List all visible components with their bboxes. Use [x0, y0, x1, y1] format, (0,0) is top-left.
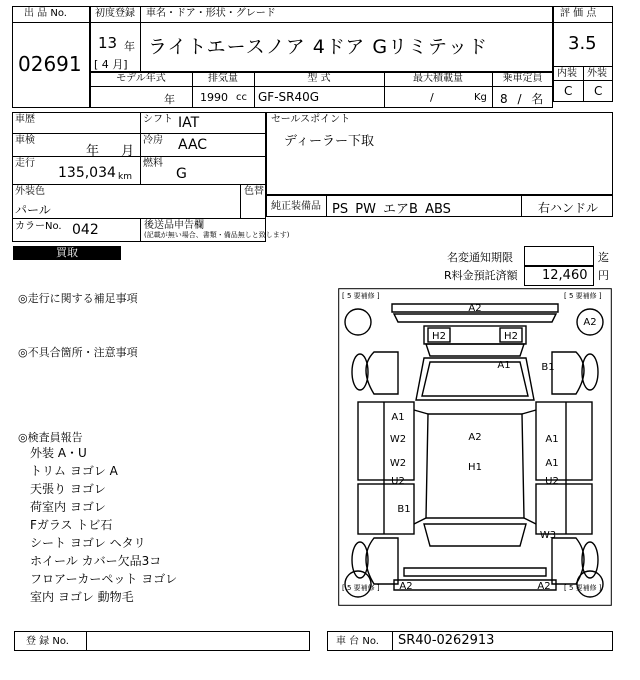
grade-value: 3.5: [568, 33, 597, 54]
damage-mark: W2: [389, 458, 407, 469]
deadline-box: [524, 246, 594, 266]
model-year-label: モデル年式: [116, 73, 166, 84]
inspector-item: シート ヨゴレ ヘタリ: [30, 536, 146, 550]
damage-mark: B1: [397, 504, 411, 515]
displacement-unit: cc: [236, 92, 247, 103]
damage-mark: W2: [389, 434, 407, 445]
interior-label: 内装: [557, 68, 577, 79]
lot-number: 02691: [18, 52, 82, 76]
inspector-item: 外装 A・U: [30, 446, 87, 460]
damage-mark: W3: [539, 530, 557, 541]
sales-point-label: セールスポイント: [271, 114, 351, 125]
displacement-label: 排気量: [208, 73, 238, 84]
mileage-unit: km: [118, 172, 132, 182]
diagram-tag: [ 5 要補修 ]: [564, 292, 602, 300]
recycle-label: R料金預託済額: [444, 269, 518, 282]
driving-notes-label: ◎走行に関する補足事項: [18, 292, 138, 305]
inspector-item: フロアーカーペット ヨゴレ: [30, 572, 178, 586]
chassis-value: SR40-0262913: [398, 633, 495, 648]
ac-label: 冷房: [143, 135, 163, 146]
car-name-label: 車名・ドア・形状・グレード: [146, 8, 276, 19]
ac-value: AAC: [178, 137, 208, 153]
diagram-tag: [ 5 要補修 ]: [342, 292, 380, 300]
repaint-label: 色替: [244, 186, 264, 197]
car-name: ライトエースノア 4ドア Gリミテッド: [148, 36, 489, 58]
equipment-label: 純正装備品: [271, 201, 321, 212]
color-no-label: カラーNo.: [15, 221, 62, 232]
diagram-tag: [ 5 要補修 ]: [564, 584, 602, 592]
capacity-label: 乗車定員: [502, 73, 543, 84]
defects-label: ◎不具合箇所・注意事項: [18, 346, 138, 359]
inspection-value: 年 月: [86, 144, 135, 159]
first-reg-year: 13: [98, 34, 118, 52]
damage-mark: A2: [537, 581, 551, 592]
mileage-label: 走行: [15, 158, 35, 169]
inspection-label: 車検: [15, 135, 35, 146]
inspector-item: 荷室内 ヨゴレ: [30, 500, 106, 514]
max-load-label: 最大積載量: [413, 73, 463, 84]
recycle-unit: 円: [598, 269, 609, 282]
fuel-label: 燃料: [143, 158, 163, 169]
inspector-item: トリム ヨゴレ A: [30, 464, 118, 478]
model-label: 型 式: [307, 73, 331, 84]
first-reg-label: 初度登録: [95, 8, 135, 19]
damage-mark: A2: [468, 432, 482, 443]
shift-value: IAT: [178, 115, 200, 131]
damage-mark: A2: [583, 317, 597, 328]
equipment-value: PS PW エアB ABS: [332, 202, 451, 217]
inspector-item: 室内 ヨゴレ 動物毛: [30, 590, 134, 604]
diagram-tag: [ 5 要補修 ]: [342, 584, 380, 592]
damage-mark: A1: [391, 412, 405, 423]
inspector-item: Fガラス トビ石: [30, 518, 113, 532]
chassis-label: 車 台 No.: [336, 636, 379, 647]
damage-mark: H2: [504, 331, 518, 342]
inspector-item: 天張り ヨゴレ: [30, 482, 106, 496]
damage-mark: A1: [545, 434, 559, 445]
damage-mark: H1: [468, 462, 482, 473]
damage-mark: B1: [541, 362, 555, 373]
capacity-value: 8 / 名: [500, 92, 544, 106]
fuel-value: G: [176, 166, 187, 182]
recycle-value: 12,460: [542, 268, 588, 283]
interior-grade: C: [564, 84, 573, 98]
mileage-value: 135,034: [58, 165, 116, 181]
history-label: 車歴: [15, 114, 35, 125]
displacement-value: 1990: [200, 91, 228, 104]
damage-mark: H2: [432, 331, 446, 342]
year-unit: 年: [124, 40, 135, 53]
buy-badge: 買取: [13, 246, 121, 260]
color-no-value: 042: [72, 222, 99, 238]
car-damage-diagram: [338, 288, 612, 606]
model-year-value: 年: [164, 93, 175, 106]
exterior-grade: C: [594, 84, 603, 98]
sales-point-value: ディーラー下取: [284, 134, 374, 149]
inspector-label: ◎検査員報告: [18, 431, 83, 444]
damage-mark: U2: [391, 476, 405, 487]
first-reg-month: [ 4 月]: [94, 58, 128, 71]
exterior-color-label: 外装色: [15, 186, 45, 197]
handle-value: 右ハンドル: [538, 201, 599, 215]
damage-mark: A1: [545, 458, 559, 469]
exterior-color-value: パール: [15, 203, 51, 217]
max-load-value: /: [430, 91, 434, 104]
damage-mark: A2: [399, 581, 413, 592]
lot-label: 出 品 No.: [24, 8, 67, 19]
registration-label: 登 録 No.: [26, 636, 69, 647]
model-value: GF-SR40G: [258, 90, 320, 104]
damage-mark: U2: [545, 476, 559, 487]
deadline-label: 名変通知期限: [447, 251, 513, 264]
damage-mark: A1: [497, 360, 511, 371]
shift-label: シフト: [143, 114, 173, 125]
damage-mark: A2: [468, 303, 482, 314]
inspector-item: ホイール カバー欠品3コ: [30, 554, 162, 568]
deadline-unit: 迄: [598, 251, 609, 264]
exterior-label: 外装: [587, 68, 607, 79]
grade-label: 評 価 点: [560, 8, 597, 19]
post-report-label: 後送品申告欄: [144, 220, 204, 231]
max-load-unit: Kg: [474, 92, 487, 103]
post-report-note: (記載が無い場合、書類・備品無しと致します): [144, 231, 290, 239]
